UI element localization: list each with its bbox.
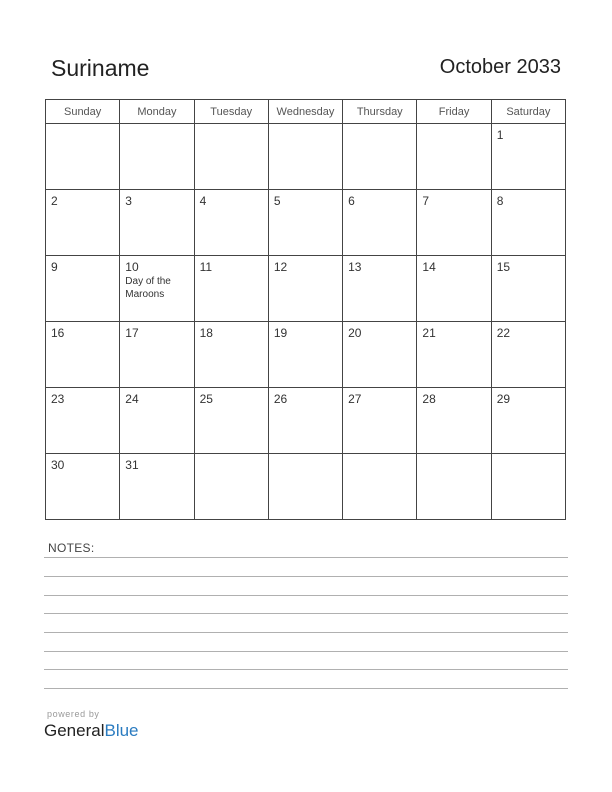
day-cell — [194, 322, 268, 388]
day-number: 14 — [422, 260, 436, 274]
day-number: 5 — [273, 194, 281, 208]
day-cell — [194, 190, 268, 256]
day-number: 12 — [273, 260, 288, 274]
day-cell — [46, 454, 120, 520]
day-cell — [417, 454, 491, 520]
day-cell — [194, 124, 268, 190]
day-cell — [491, 124, 565, 190]
day-cell — [194, 454, 268, 520]
day-cell — [120, 256, 194, 322]
week-row — [46, 124, 566, 190]
week-row — [46, 388, 566, 454]
notes-label: NOTES: — [48, 541, 95, 555]
day-number: 9 — [51, 260, 58, 274]
day-number: 2 — [51, 194, 58, 208]
calendar-grid — [45, 99, 566, 520]
day-cell — [46, 256, 120, 322]
day-cell — [491, 322, 565, 388]
day-number: 15 — [496, 260, 511, 274]
note-line — [44, 632, 568, 633]
note-line — [44, 613, 568, 614]
day-cell — [491, 388, 565, 454]
day-number: 20 — [348, 326, 362, 340]
month-title: October 2033 — [439, 56, 561, 78]
day-number: 19 — [273, 326, 288, 340]
day-number: 3 — [125, 194, 132, 208]
weekday-header: Friday — [417, 100, 491, 124]
note-line — [44, 688, 568, 689]
day-cell — [417, 256, 491, 322]
day-number: 1 — [496, 128, 504, 142]
day-cell — [46, 322, 120, 388]
day-number: 27 — [348, 392, 362, 406]
day-number: 18 — [199, 326, 213, 340]
day-cell — [120, 454, 194, 520]
day-number: 10 — [125, 260, 139, 274]
day-cell — [268, 454, 342, 520]
day-cell — [343, 124, 417, 190]
day-number: 11 — [199, 260, 213, 274]
day-cell — [343, 322, 417, 388]
day-cell — [46, 124, 120, 190]
day-cell — [120, 124, 194, 190]
day-cell — [343, 454, 417, 520]
weekday-header: Thursday — [343, 100, 417, 124]
day-cell — [120, 190, 194, 256]
day-cell — [46, 388, 120, 454]
note-line — [44, 669, 568, 670]
day-cell — [268, 256, 342, 322]
day-number: 6 — [348, 194, 355, 208]
brand-name-part2: Blue — [104, 721, 139, 740]
brand-name-part1: General — [44, 721, 105, 740]
day-number: 17 — [125, 326, 139, 340]
day-cell — [268, 190, 342, 256]
day-number: 23 — [51, 392, 65, 406]
day-number: 22 — [496, 326, 511, 340]
week-row — [46, 256, 566, 322]
weekday-header: Wednesday — [268, 100, 342, 124]
week-row — [46, 322, 566, 388]
note-line — [44, 651, 568, 652]
day-cell — [417, 322, 491, 388]
day-number: 7 — [422, 194, 430, 208]
day-number: 30 — [51, 458, 65, 472]
day-cell — [491, 190, 565, 256]
day-number: 16 — [51, 326, 65, 340]
weekday-header-row — [46, 100, 566, 124]
note-line — [44, 576, 568, 577]
note-line — [44, 595, 568, 596]
week-row — [46, 190, 566, 256]
day-cell — [343, 256, 417, 322]
day-cell — [268, 124, 342, 190]
day-cell — [491, 454, 565, 520]
country-title: Suriname — [51, 55, 150, 81]
day-cell — [120, 388, 194, 454]
day-number: 4 — [199, 194, 207, 208]
day-number: 29 — [496, 392, 511, 406]
day-number: 26 — [273, 392, 288, 406]
day-cell — [343, 388, 417, 454]
day-number: 25 — [199, 392, 213, 406]
day-number: 24 — [125, 392, 139, 406]
weekday-header: Monday — [120, 100, 194, 124]
day-cell — [417, 388, 491, 454]
weekday-header: Tuesday — [194, 100, 268, 124]
brand-logo — [44, 721, 139, 741]
day-cell — [417, 124, 491, 190]
day-cell — [491, 256, 565, 322]
day-number: 28 — [422, 392, 436, 406]
day-cell — [46, 190, 120, 256]
week-row — [46, 454, 566, 520]
day-cell — [194, 388, 268, 454]
day-cell — [120, 322, 194, 388]
day-number: 13 — [348, 260, 362, 274]
holiday-label: Day of the Maroons — [125, 276, 171, 300]
day-cell — [268, 322, 342, 388]
day-number: 21 — [422, 326, 436, 340]
note-line — [44, 557, 568, 558]
day-cell — [268, 388, 342, 454]
day-number: 31 — [125, 458, 139, 472]
powered-by-text: powered by — [47, 709, 100, 719]
day-cell — [194, 256, 268, 322]
weekday-header: Saturday — [491, 100, 565, 124]
day-cell — [417, 190, 491, 256]
day-number: 8 — [496, 194, 504, 208]
weekday-header: Sunday — [46, 100, 120, 124]
day-cell — [343, 190, 417, 256]
